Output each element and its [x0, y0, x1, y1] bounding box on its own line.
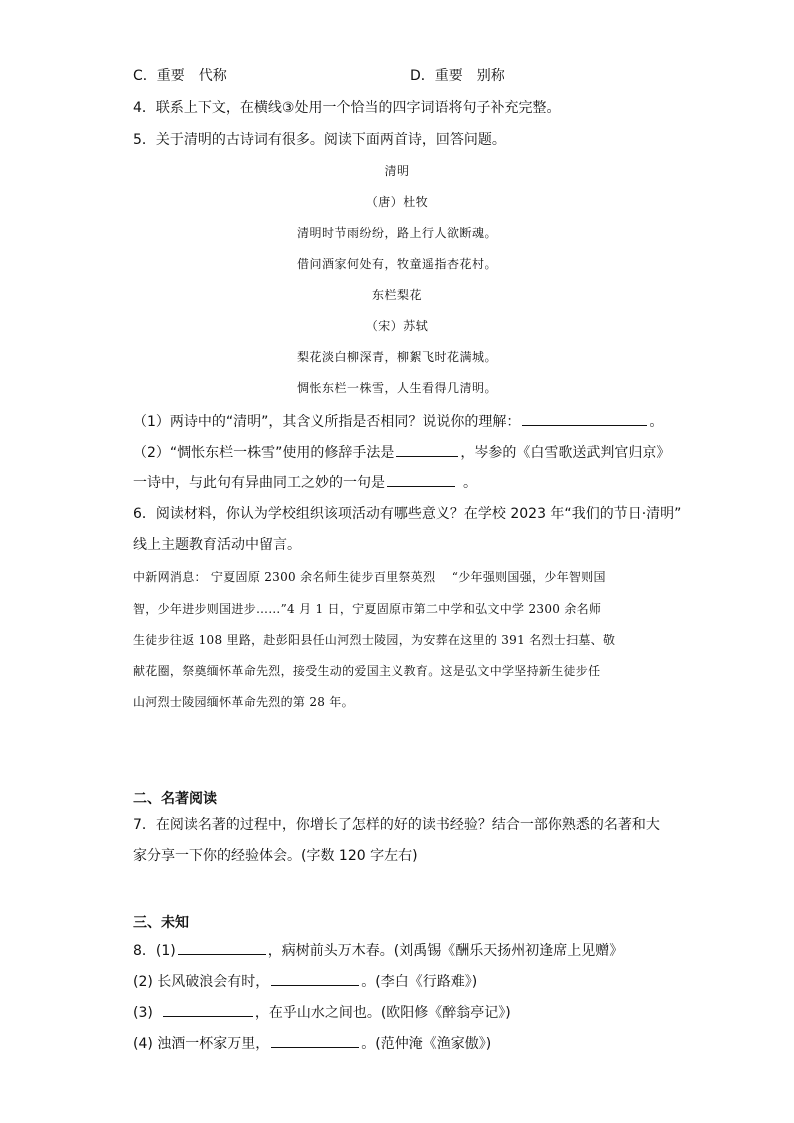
- question-8-1: [133, 940, 623, 961]
- question-8-3: [133, 1002, 511, 1023]
- question-7-line2: 家分享一下你的经验体会。(字数 120 字左右): [133, 848, 418, 864]
- sub2-part3: 一诗中，与此句有异曲同工之妙的一句是: [133, 475, 385, 491]
- sub2-end: 。: [463, 475, 477, 491]
- poem1-author: （唐）杜牧: [365, 195, 429, 209]
- question-7-line1: 7．在阅读名著的过程中，你增长了怎样的好的读书经验？结合一部你熟悉的名著和大: [133, 817, 660, 833]
- question-5-sub2-cont: [133, 472, 477, 493]
- answer-blank[interactable]: [271, 971, 359, 986]
- sub2-part2: ，岑参的《白雪歌送武判官归京》: [460, 445, 671, 461]
- q8-4-post: 。(范仲淹《渔家傲》): [361, 1036, 492, 1052]
- poem1-line: 清明时节雨纷纷，路上行人欲断魂。: [296, 226, 497, 240]
- answer-blank[interactable]: [522, 411, 647, 426]
- answer-blank[interactable]: [271, 1033, 359, 1048]
- poem1-title: 清明: [384, 164, 410, 178]
- section-2-heading: 二、名著阅读: [133, 791, 217, 807]
- question-5-sub1: [133, 411, 663, 432]
- answer-blank[interactable]: [387, 472, 455, 487]
- question-5-intro: 5．关于清明的古诗词有很多。阅读下面两首诗，回答问题。: [133, 132, 506, 148]
- option-c: C．重要 代称: [133, 68, 227, 84]
- question-6-line2: 线上主题教育活动中留言。: [133, 537, 301, 553]
- poem2-author: （宋）苏轼: [365, 319, 429, 333]
- option-d: D．重要 别称: [410, 68, 505, 84]
- news-line: 生徒步往返 108 里路，赴彭阳县任山河烈士陵园，为安葬在这里的 391 名烈士扫墓、敬: [133, 633, 616, 647]
- sub1-text: （1）两诗中的“清明”，其含义所指是否相同？说说你的理解：: [133, 414, 521, 430]
- answer-blank[interactable]: [178, 940, 266, 955]
- poem2-line: 惆怅东栏一株雪，人生看得几清明。: [296, 381, 497, 395]
- sub2-part1: （2）“惆怅东栏一株雪”使用的修辞手法是: [133, 445, 395, 461]
- news-line: 中新网消息： 宁夏固原 2300 余名师生徒步百里祭英烈 “少年强则国强，少年智则国: [133, 570, 606, 584]
- q8-3-post: ，在乎山水之间也。(欧阳修《醉翁亭记》): [254, 1005, 511, 1021]
- news-line: 献花圈，祭奠缅怀革命先烈，接受生动的爱国主义教育。这是弘文中学坚持新生徒步任: [133, 664, 601, 678]
- answer-blank[interactable]: [163, 1002, 253, 1017]
- answer-blank[interactable]: [396, 442, 458, 457]
- section-3-heading: 三、未知: [133, 915, 189, 931]
- q8-4-pre: (4) 浊酒一杯家万里，: [133, 1036, 270, 1052]
- poem2-line: 梨花淡白柳深青，柳絮飞时花满城。: [296, 350, 497, 364]
- news-line: 山河烈士陵园缅怀革命先烈的第 28 年。: [133, 695, 354, 709]
- question-5-sub2: [133, 442, 670, 463]
- question-6-line1: 6．阅读材料，你认为学校组织该项活动有哪些意义？在学校 2023 年“我们的节日·清明”: [133, 506, 682, 522]
- question-4: 4．联系上下文，在横线③处用一个恰当的四字词语将句子补充完整。: [133, 100, 561, 116]
- q8-3-pre: (3): [133, 1005, 153, 1021]
- poem2-title: 东栏梨花: [371, 288, 422, 302]
- sub1-end: 。: [649, 414, 664, 430]
- poem1-line: 借问酒家何处有，牧童遥指杏花村。: [296, 257, 497, 271]
- q8-1-post: ，病树前头万木春。(刘禹锡《酬乐天扬州初逢席上见赠》: [267, 943, 624, 959]
- question-8-2: [133, 971, 477, 992]
- news-line: 智，少年进步则国进步……”4 月 1 日，宁夏固原市第二中学和弘文中学 2300 余名师: [133, 602, 602, 616]
- q8-2-post: 。(李白《行路难》): [361, 974, 478, 990]
- q8-1-pre: 8．(1): [133, 943, 176, 959]
- q8-2-pre: (2) 长风破浪会有时，: [133, 974, 270, 990]
- question-8-4: [133, 1033, 491, 1054]
